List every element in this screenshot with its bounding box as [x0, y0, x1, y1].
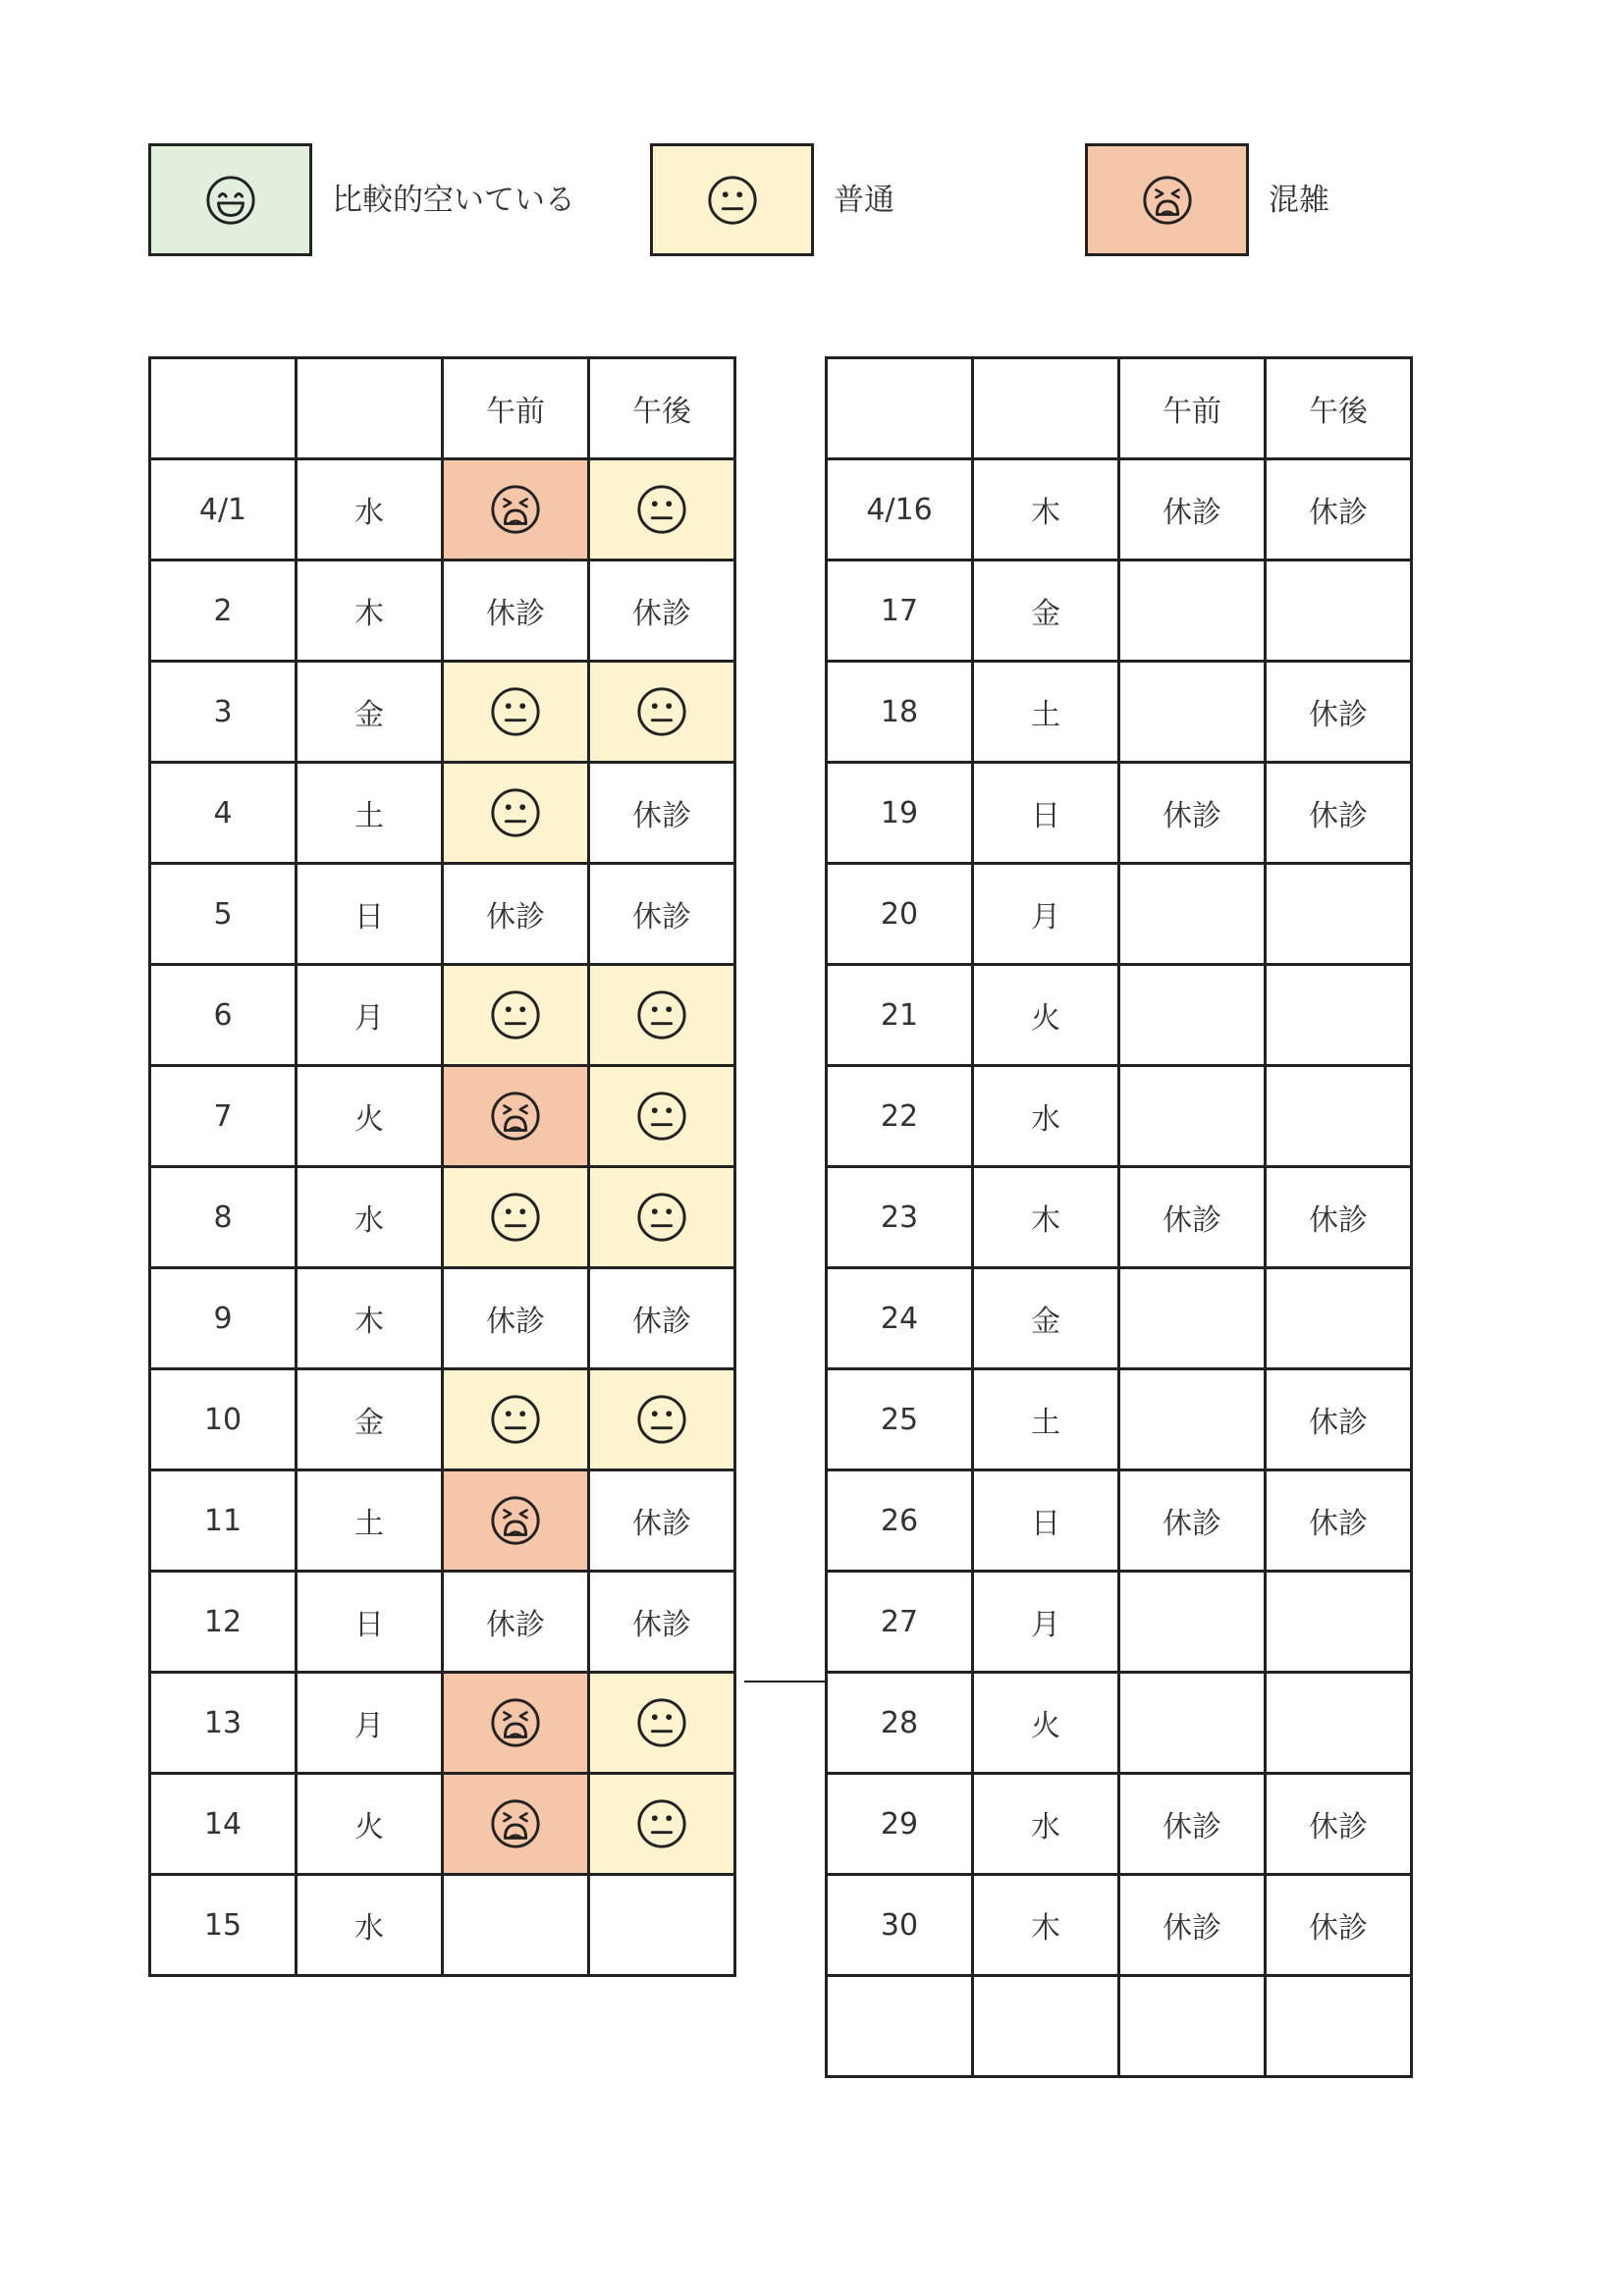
neutral-face-icon [590, 685, 733, 738]
date-cell: 8 [150, 1167, 297, 1268]
legend-label-empty: 比較的空いている [332, 183, 575, 218]
table-row [827, 763, 1412, 864]
table-row [150, 1369, 735, 1470]
date-cell: 11 [150, 1470, 297, 1572]
am-status-cell: 休診 [443, 561, 589, 662]
header-am-cell: 午前 [443, 358, 589, 459]
am-status-cell [443, 1673, 589, 1774]
pm-status-cell: 休診 [1266, 1470, 1412, 1572]
am-status-cell [1119, 1572, 1266, 1673]
legend-swatch-empty [148, 143, 312, 256]
weekday-cell: 月 [973, 864, 1119, 965]
pm-status-cell: 休診 [1266, 763, 1412, 864]
weekday-cell: 金 [973, 1268, 1119, 1369]
neutral-face-icon [590, 1191, 733, 1244]
pm-status-cell [589, 1875, 735, 1976]
pm-status-cell [589, 965, 735, 1066]
table-row [150, 1167, 735, 1268]
date-cell: 9 [150, 1268, 297, 1369]
am-status-cell [443, 1066, 589, 1167]
date-cell: 3 [150, 662, 297, 763]
weekday-cell: 火 [973, 965, 1119, 1066]
date-cell [827, 1976, 973, 2077]
pm-status-cell [1266, 561, 1412, 662]
table-row [827, 1774, 1412, 1875]
neutral-face-icon [706, 174, 759, 227]
am-status-cell [443, 459, 589, 561]
pm-status-cell: 休診 [1266, 459, 1412, 561]
weekday-cell: 水 [297, 1167, 443, 1268]
date-cell: 28 [827, 1673, 973, 1774]
date-cell: 13 [150, 1673, 297, 1774]
date-cell: 2 [150, 561, 297, 662]
neutral-face-icon [444, 1393, 587, 1446]
weekday-cell: 金 [297, 1369, 443, 1470]
divider-line [744, 1681, 825, 1682]
table-row [150, 561, 735, 662]
header-pm-cell: 午後 [589, 358, 735, 459]
date-cell: 20 [827, 864, 973, 965]
date-cell: 12 [150, 1572, 297, 1673]
header-weekday-cell [973, 358, 1119, 459]
table-row [827, 1572, 1412, 1673]
table-row [827, 662, 1412, 763]
date-cell: 25 [827, 1369, 973, 1470]
am-status-cell [443, 1369, 589, 1470]
pm-status-cell [589, 1066, 735, 1167]
weekday-cell: 木 [297, 561, 443, 662]
weekday-cell: 水 [973, 1774, 1119, 1875]
legend-label-crowded: 混雑 [1269, 183, 1329, 218]
pm-status-cell: 休診 [1266, 1875, 1412, 1976]
date-cell: 24 [827, 1268, 973, 1369]
am-status-cell [1119, 662, 1266, 763]
distressed-face-icon [444, 1696, 587, 1749]
schedule-table-body [150, 358, 735, 1976]
pm-status-cell: 休診 [1266, 662, 1412, 763]
table-row [827, 1167, 1412, 1268]
date-cell: 7 [150, 1066, 297, 1167]
date-cell: 5 [150, 864, 297, 965]
table-row [827, 1470, 1412, 1572]
am-status-cell: 休診 [443, 1268, 589, 1369]
table-row [827, 1875, 1412, 1976]
schedule-table-first-half [148, 356, 736, 1977]
pm-status-cell: 休診 [1266, 1167, 1412, 1268]
weekday-cell: 月 [973, 1572, 1119, 1673]
neutral-face-icon [590, 1696, 733, 1749]
am-status-cell [1119, 1066, 1266, 1167]
weekday-cell: 土 [973, 1369, 1119, 1470]
weekday-cell [973, 1976, 1119, 2077]
date-cell: 21 [827, 965, 973, 1066]
weekday-cell: 火 [297, 1066, 443, 1167]
am-status-cell: 休診 [1119, 1875, 1266, 1976]
table-row [827, 1369, 1412, 1470]
am-status-cell [1119, 561, 1266, 662]
date-cell: 14 [150, 1774, 297, 1875]
date-cell: 29 [827, 1774, 973, 1875]
pm-status-cell [1266, 1673, 1412, 1774]
date-cell: 4/1 [150, 459, 297, 561]
weekday-cell: 火 [297, 1774, 443, 1875]
neutral-face-icon [590, 1090, 733, 1143]
table-row [150, 1470, 735, 1572]
pm-status-cell [589, 459, 735, 561]
table-row [827, 1673, 1412, 1774]
table-row [827, 1268, 1412, 1369]
pm-status-cell [1266, 864, 1412, 965]
date-cell: 17 [827, 561, 973, 662]
distressed-face-icon [1141, 174, 1194, 227]
table-row [150, 1875, 735, 1976]
am-status-cell [443, 1875, 589, 1976]
weekday-cell: 水 [973, 1066, 1119, 1167]
schedule-table-second-half [825, 356, 1413, 2078]
header-row [150, 358, 735, 459]
am-status-cell: 休診 [1119, 459, 1266, 561]
date-cell: 15 [150, 1875, 297, 1976]
weekday-cell: 日 [973, 763, 1119, 864]
date-cell: 4 [150, 763, 297, 864]
table-row [827, 965, 1412, 1066]
weekday-cell: 木 [973, 1167, 1119, 1268]
distressed-face-icon [444, 1494, 587, 1547]
weekday-cell: 金 [973, 561, 1119, 662]
weekday-cell: 日 [297, 1572, 443, 1673]
pm-status-cell [589, 1369, 735, 1470]
am-status-cell: 休診 [1119, 763, 1266, 864]
am-status-cell [443, 1774, 589, 1875]
am-status-cell [1119, 1673, 1266, 1774]
legend-swatch-normal [650, 143, 814, 256]
table-row [150, 662, 735, 763]
distressed-face-icon [444, 1090, 587, 1143]
pm-status-cell: 休診 [589, 864, 735, 965]
weekday-cell: 日 [973, 1470, 1119, 1572]
pm-status-cell [1266, 1572, 1412, 1673]
weekday-cell: 木 [973, 1875, 1119, 1976]
schedule-table-body [827, 358, 1412, 2077]
date-cell: 26 [827, 1470, 973, 1572]
weekday-cell: 月 [297, 965, 443, 1066]
date-cell: 22 [827, 1066, 973, 1167]
pm-status-cell [1266, 1066, 1412, 1167]
pm-status-cell: 休診 [589, 1572, 735, 1673]
pm-status-cell: 休診 [589, 1470, 735, 1572]
am-status-cell: 休診 [443, 864, 589, 965]
neutral-face-icon [590, 1393, 733, 1446]
table-row [150, 965, 735, 1066]
table-row [150, 1572, 735, 1673]
am-status-cell [1119, 1369, 1266, 1470]
neutral-face-icon [590, 483, 733, 536]
pm-status-cell: 休診 [589, 561, 735, 662]
header-date-cell [150, 358, 297, 459]
am-status-cell [443, 1167, 589, 1268]
date-cell: 30 [827, 1875, 973, 1976]
am-status-cell: 休診 [1119, 1774, 1266, 1875]
table-row [827, 1066, 1412, 1167]
pm-status-cell: 休診 [1266, 1369, 1412, 1470]
table-row [827, 561, 1412, 662]
am-status-cell [1119, 1976, 1266, 2077]
distressed-face-icon [444, 483, 587, 536]
date-cell: 18 [827, 662, 973, 763]
neutral-face-icon [590, 988, 733, 1041]
date-cell: 4/16 [827, 459, 973, 561]
table-row [827, 459, 1412, 561]
table-row [150, 763, 735, 864]
weekday-cell: 木 [297, 1268, 443, 1369]
pm-status-cell: 休診 [589, 763, 735, 864]
legend-swatch-crowded [1085, 143, 1249, 256]
header-date-cell [827, 358, 973, 459]
date-cell: 19 [827, 763, 973, 864]
weekday-cell: 金 [297, 662, 443, 763]
distressed-face-icon [444, 1797, 587, 1850]
table-row [150, 1066, 735, 1167]
weekday-cell: 月 [297, 1673, 443, 1774]
weekday-cell: 水 [297, 1875, 443, 1976]
header-weekday-cell [297, 358, 443, 459]
weekday-cell: 土 [973, 662, 1119, 763]
header-pm-cell: 午後 [1266, 358, 1412, 459]
legend-label-normal: 普通 [834, 183, 894, 218]
weekday-cell: 土 [297, 1470, 443, 1572]
am-status-cell [1119, 864, 1266, 965]
am-status-cell [443, 1470, 589, 1572]
am-status-cell [1119, 1268, 1266, 1369]
table-row [150, 1774, 735, 1875]
pm-status-cell [1266, 1268, 1412, 1369]
smile-face-icon [204, 174, 257, 227]
neutral-face-icon [444, 786, 587, 839]
date-cell: 6 [150, 965, 297, 1066]
weekday-cell: 木 [973, 459, 1119, 561]
weekday-cell: 水 [297, 459, 443, 561]
am-status-cell: 休診 [1119, 1167, 1266, 1268]
pm-status-cell [589, 1673, 735, 1774]
am-status-cell: 休診 [1119, 1470, 1266, 1572]
pm-status-cell [1266, 965, 1412, 1066]
date-cell: 23 [827, 1167, 973, 1268]
header-row [827, 358, 1412, 459]
date-cell: 10 [150, 1369, 297, 1470]
table-row [150, 864, 735, 965]
am-status-cell [443, 965, 589, 1066]
am-status-cell: 休診 [443, 1572, 589, 1673]
pm-status-cell [589, 1167, 735, 1268]
pm-status-cell: 休診 [589, 1268, 735, 1369]
neutral-face-icon [444, 988, 587, 1041]
pm-status-cell [589, 662, 735, 763]
pm-status-cell: 休診 [1266, 1774, 1412, 1875]
weekday-cell: 火 [973, 1673, 1119, 1774]
neutral-face-icon [444, 685, 587, 738]
table-row [827, 864, 1412, 965]
neutral-face-icon [590, 1797, 733, 1850]
pm-status-cell [1266, 1976, 1412, 2077]
weekday-cell: 日 [297, 864, 443, 965]
header-am-cell: 午前 [1119, 358, 1266, 459]
weekday-cell: 土 [297, 763, 443, 864]
pm-status-cell [589, 1774, 735, 1875]
table-row [827, 1976, 1412, 2077]
am-status-cell [443, 662, 589, 763]
neutral-face-icon [444, 1191, 587, 1244]
table-row [150, 1268, 735, 1369]
table-row [150, 1673, 735, 1774]
am-status-cell [443, 763, 589, 864]
table-row [150, 459, 735, 561]
date-cell: 27 [827, 1572, 973, 1673]
am-status-cell [1119, 965, 1266, 1066]
